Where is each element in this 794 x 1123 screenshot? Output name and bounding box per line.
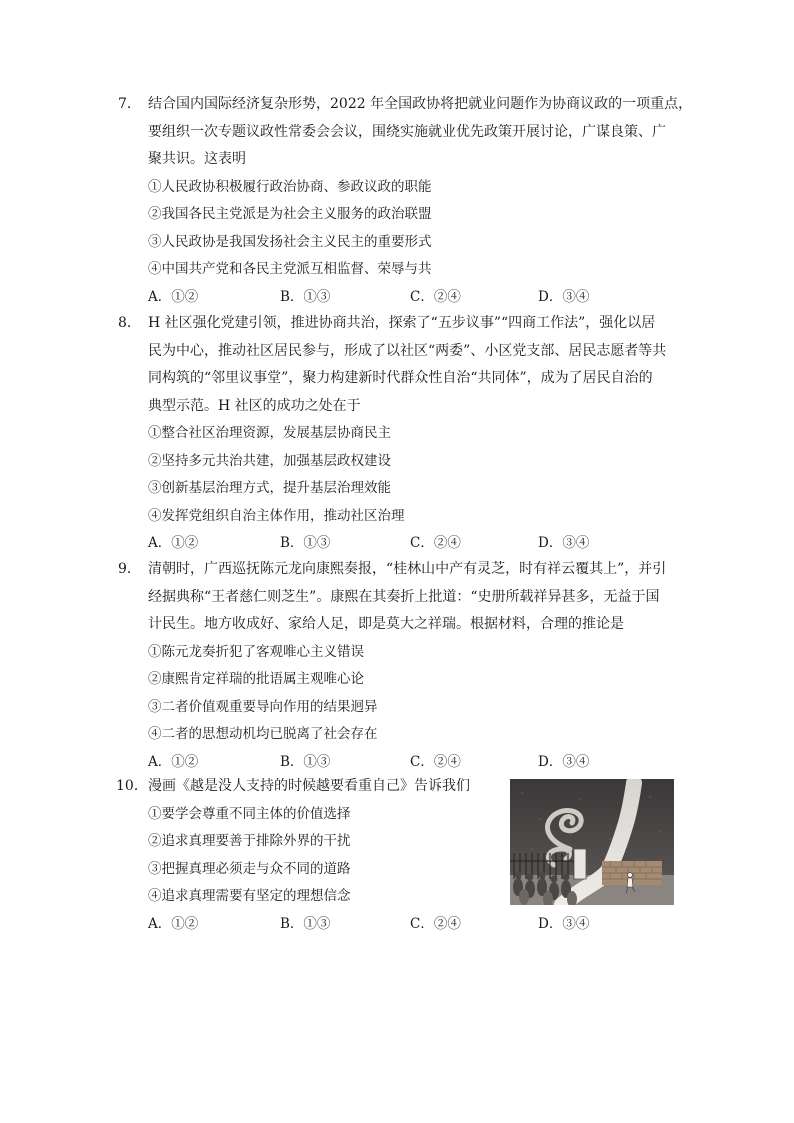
question-stem xyxy=(118,310,678,420)
cartoon-drawing xyxy=(510,779,674,905)
option-4: ④发挥党组织自治主体作用，推动社区治理 xyxy=(148,507,405,524)
option-3: ③二者价值观重要导向作用的结果迥异 xyxy=(148,698,378,715)
option-4: ④二者的思想动机均已脱离了社会存在 xyxy=(148,726,378,742)
answer-choices xyxy=(148,530,678,558)
option-1: ①整合社区治理资源，发展基层协商民主 xyxy=(148,425,391,441)
choice-d: D．③④ xyxy=(538,535,590,551)
question-stem xyxy=(118,91,693,174)
answer-choices xyxy=(148,911,678,939)
question-number: 7． xyxy=(118,96,141,112)
option-3: ③人民政协是我国发扬社会主义民主的重要形式 xyxy=(148,233,432,250)
option-2: ②康熙肯定祥瑞的批语属主观唯心论 xyxy=(148,671,364,687)
question-stem xyxy=(118,556,678,639)
choice-b: B．①③ xyxy=(280,535,331,551)
stem-line: 计民生。地方收成好、家给人足，即是莫大之祥瑞。根据材料，合理的推论是 xyxy=(148,616,624,632)
question-7 xyxy=(118,91,693,311)
stem-line: 结合国内国际经济复杂形势，2022 年全国政协将把就业问题作为协商议政的一项重点， xyxy=(148,96,693,112)
choice-c: C．②④ xyxy=(410,288,461,305)
stem-line: 典型示范。H 社区的成功之处在于 xyxy=(148,397,361,414)
option-1: ①人民政协积极履行政治协商、参政议政的职能 xyxy=(148,178,432,195)
question-9 xyxy=(118,556,678,776)
choice-b: B．①③ xyxy=(280,915,331,932)
stem-line: 同构筑的“邻里议事堂”，聚力构建新时代群众性自治“共同体”，成为了居民自治的 xyxy=(148,370,653,386)
stem-line: H 社区强化党建引领，推进协商共治，探索了“五步议事”“四商工作法”，强化以居 xyxy=(148,315,656,331)
choice-a: A．①② xyxy=(148,288,199,305)
stem-line: 漫画《越是没人支持的时候越要看重自己》告诉我们 xyxy=(148,778,470,794)
stem-line: 清朝时，广西巡抚陈元龙向康熙奏报，“桂林山中产有灵芝，时有祥云覆其上”，并引 xyxy=(148,561,667,577)
cartoon-illustration xyxy=(510,779,674,905)
stem-line: 要组织一次专题议政性常委会会议，围绕实施就业优先政策开展讨论，广谋良策、广 xyxy=(148,123,666,140)
option-4: ④追求真理需要有坚定的理想信念 xyxy=(148,888,351,904)
choice-d: D．③④ xyxy=(538,915,590,932)
answer-choices xyxy=(148,284,678,312)
question-number: 8． xyxy=(118,315,141,331)
choice-c: C．②④ xyxy=(410,535,461,551)
stem-line: 民为中心，推动社区居民参与，形成了以社区“两委”、小区党支部、居民志愿者等共 xyxy=(148,342,667,359)
option-2: ②我国各民主党派是为社会主义服务的政治联盟 xyxy=(148,206,432,222)
choice-a: A．①② xyxy=(148,753,199,770)
option-4: ④中国共产党和各民主党派互相监督、荣辱与共 xyxy=(148,261,432,277)
choice-b: B．①③ xyxy=(280,288,331,305)
option-1: ①陈元龙奏折犯了客观唯心主义错误 xyxy=(148,643,364,660)
answer-choices xyxy=(148,749,678,777)
option-3: ③创新基层治理方式，提升基层治理效能 xyxy=(148,480,391,496)
choice-d: D．③④ xyxy=(538,753,590,770)
question-number: 10． xyxy=(116,778,148,794)
choice-d: D．③④ xyxy=(538,288,590,305)
option-1: ①要学会尊重不同主体的价值选择 xyxy=(148,805,351,822)
choice-c: C．②④ xyxy=(410,753,461,770)
stem-line: 经据典称“王者慈仁则芝生”。康熙在其奏折上批道：“史册所载祥异甚多，无益于国 xyxy=(148,588,660,605)
stem-line: 聚共识。这表明 xyxy=(148,151,246,167)
option-2: ②坚持多元共治共建，加强基层政权建设 xyxy=(148,452,391,469)
question-number: 9． xyxy=(118,561,141,577)
question-8 xyxy=(118,310,678,558)
option-3: ③把握真理必须走与众不同的道路 xyxy=(148,860,351,877)
choice-c: C．②④ xyxy=(410,915,461,932)
choice-a: A．①② xyxy=(148,915,199,932)
choice-b: B．①③ xyxy=(280,753,331,770)
choice-a: A．①② xyxy=(148,535,199,551)
option-2: ②追求真理要善于排除外界的干扰 xyxy=(148,833,351,849)
